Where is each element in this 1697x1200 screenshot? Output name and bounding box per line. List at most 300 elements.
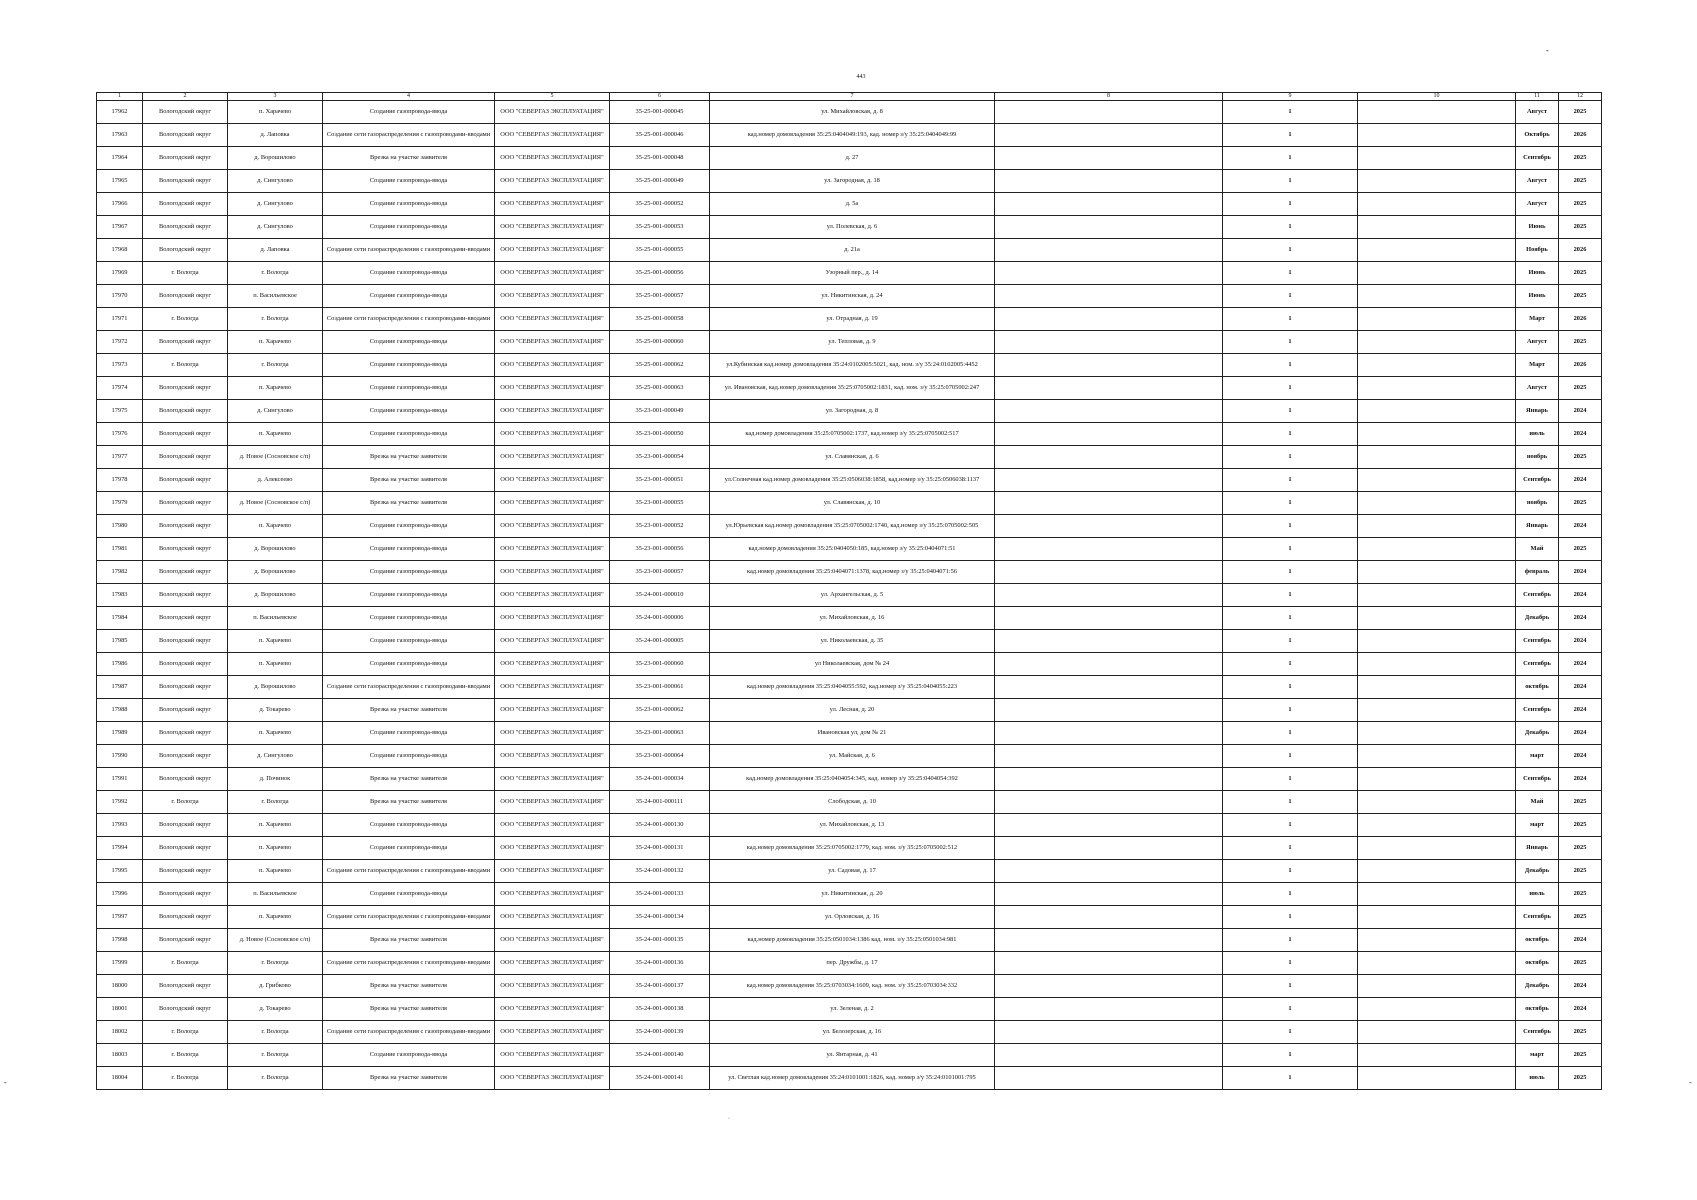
empty-col-8-cell — [995, 124, 1223, 147]
empty-col-10-cell — [1358, 308, 1516, 331]
empty-col-10-cell — [1358, 216, 1516, 239]
empty-col-8-cell — [995, 423, 1223, 446]
quantity-cell: 1 — [1223, 791, 1358, 814]
organization-cell: ООО "СЕВЕРГАЗ ЭКСПЛУАТАЦИЯ" — [495, 653, 610, 676]
organization-cell: ООО "СЕВЕРГАЗ ЭКСПЛУАТАЦИЯ" — [495, 285, 610, 308]
request-number-cell: 35-25-001-000056 — [610, 262, 710, 285]
empty-col-10-cell — [1358, 860, 1516, 883]
request-number-cell: 35-23-001-000049 — [610, 400, 710, 423]
quantity-cell: 1 — [1223, 745, 1358, 768]
quantity-cell: 1 — [1223, 722, 1358, 745]
organization-cell: ООО "СЕВЕРГАЗ ЭКСПЛУАТАЦИЯ" — [495, 860, 610, 883]
work-type-cell: Создание газопровода-ввода — [323, 538, 495, 561]
work-type-cell: Создание сети газораспределения с газопроводами-вводами — [323, 124, 495, 147]
empty-col-8-cell — [995, 239, 1223, 262]
work-type-cell: Создание газопровода-ввода — [323, 607, 495, 630]
row-number-cell: 17995 — [97, 860, 143, 883]
settlement-cell: д. Ворошилово — [228, 538, 323, 561]
empty-col-10-cell — [1358, 584, 1516, 607]
work-type-cell: Создание газопровода-ввода — [323, 423, 495, 446]
quantity-cell: 1 — [1223, 124, 1358, 147]
empty-col-10-cell — [1358, 998, 1516, 1021]
year-cell: 2025 — [1559, 837, 1602, 860]
organization-cell: ООО "СЕВЕРГАЗ ЭКСПЛУАТАЦИЯ" — [495, 1044, 610, 1067]
settlement-cell: г. Вологда — [228, 1044, 323, 1067]
empty-col-10-cell — [1358, 515, 1516, 538]
organization-cell: ООО "СЕВЕРГАЗ ЭКСПЛУАТАЦИЯ" — [495, 768, 610, 791]
year-cell: 2024 — [1559, 561, 1602, 584]
district-cell: Вологодский округ — [143, 377, 228, 400]
quantity-cell: 1 — [1223, 653, 1358, 676]
district-cell: Вологодский округ — [143, 492, 228, 515]
quantity-cell: 1 — [1223, 837, 1358, 860]
address-cell: кад.номер домовладения 35:25:0404054:345, кад. номер з/у 35:25:0404054:392 — [710, 768, 995, 791]
year-cell: 2024 — [1559, 745, 1602, 768]
month-cell: июль — [1516, 423, 1559, 446]
table-row — [97, 745, 1602, 768]
organization-cell: ООО "СЕВЕРГАЗ ЭКСПЛУАТАЦИЯ" — [495, 952, 610, 975]
district-cell: Вологодский округ — [143, 607, 228, 630]
work-type-cell: Врезка на участке заявителя — [323, 975, 495, 998]
table-row — [97, 699, 1602, 722]
settlement-cell: д. Новое (Сосновское с/п) — [228, 492, 323, 515]
empty-col-8-cell — [995, 814, 1223, 837]
district-cell: г. Вологда — [143, 308, 228, 331]
district-cell: Вологодский округ — [143, 285, 228, 308]
request-number-cell: 35-23-001-000056 — [610, 538, 710, 561]
settlement-cell: г. Вологда — [228, 952, 323, 975]
request-number-cell: 35-25-001-000062 — [610, 354, 710, 377]
empty-col-10-cell — [1358, 423, 1516, 446]
year-cell: 2024 — [1559, 998, 1602, 1021]
district-cell: Вологодский округ — [143, 400, 228, 423]
settlement-cell: д. Новое (Сосновское с/п) — [228, 446, 323, 469]
row-number-cell: 17996 — [97, 883, 143, 906]
settlement-cell: п. Харачево — [228, 653, 323, 676]
month-cell: Август — [1516, 377, 1559, 400]
settlement-cell: п. Харачево — [228, 331, 323, 354]
table-row — [97, 814, 1602, 837]
month-cell: Март — [1516, 308, 1559, 331]
organization-cell: ООО "СЕВЕРГАЗ ЭКСПЛУАТАЦИЯ" — [495, 975, 610, 998]
district-cell: Вологодский округ — [143, 929, 228, 952]
request-number-cell: 35-24-001-000130 — [610, 814, 710, 837]
settlement-cell: д. Грибково — [228, 975, 323, 998]
table-row — [97, 308, 1602, 331]
page-number: 443 — [856, 74, 866, 80]
address-cell: кад.номер домовладения 35:25:0705002:1737, кад.номер з/у 35:25:0705002:517 — [710, 423, 995, 446]
empty-col-8-cell — [995, 975, 1223, 998]
quantity-cell: 1 — [1223, 975, 1358, 998]
year-cell: 2025 — [1559, 170, 1602, 193]
work-type-cell: Врезка на участке заявителя — [323, 469, 495, 492]
work-type-cell: Врезка на участке заявителя — [323, 791, 495, 814]
settlement-cell: д. Алексеево — [228, 469, 323, 492]
year-cell: 2024 — [1559, 607, 1602, 630]
quantity-cell: 1 — [1223, 147, 1358, 170]
work-type-cell: Создание газопровода-ввода — [323, 584, 495, 607]
table-row — [97, 124, 1602, 147]
year-cell: 2025 — [1559, 1067, 1602, 1090]
month-cell: Июнь — [1516, 216, 1559, 239]
work-type-cell: Создание сети газораспределения с газопроводами-вводами — [323, 906, 495, 929]
district-cell: г. Вологда — [143, 354, 228, 377]
corner-mark: - — [1546, 46, 1549, 55]
table-row — [97, 400, 1602, 423]
quantity-cell: 1 — [1223, 676, 1358, 699]
table-row — [97, 768, 1602, 791]
empty-col-8-cell — [995, 768, 1223, 791]
request-number-cell: 35-24-001-000140 — [610, 1044, 710, 1067]
empty-col-10-cell — [1358, 400, 1516, 423]
row-number-cell: 17999 — [97, 952, 143, 975]
request-number-cell: 35-25-001-000058 — [610, 308, 710, 331]
bottom-mark: · — [728, 1116, 730, 1122]
month-cell: Сентябрь — [1516, 469, 1559, 492]
row-number-cell: 17968 — [97, 239, 143, 262]
column-header: 6 — [610, 93, 710, 101]
work-type-cell: Создание газопровода-ввода — [323, 193, 495, 216]
district-cell: г. Вологда — [143, 1021, 228, 1044]
year-cell: 2026 — [1559, 239, 1602, 262]
month-cell: Октябрь — [1516, 124, 1559, 147]
quantity-cell: 1 — [1223, 193, 1358, 216]
table-row — [97, 216, 1602, 239]
empty-col-8-cell — [995, 492, 1223, 515]
row-number-cell: 17967 — [97, 216, 143, 239]
empty-col-8-cell — [995, 860, 1223, 883]
empty-col-8-cell — [995, 1067, 1223, 1090]
request-number-cell: 35-24-001-000133 — [610, 883, 710, 906]
work-type-cell: Создание газопровода-ввода — [323, 170, 495, 193]
address-cell: кад.номер домовладения 35:25:0404055:592, кад.номер з/у 35:25:0404055:223 — [710, 676, 995, 699]
organization-cell: ООО "СЕВЕРГАЗ ЭКСПЛУАТАЦИЯ" — [495, 676, 610, 699]
row-number-cell: 17972 — [97, 331, 143, 354]
year-cell: 2024 — [1559, 423, 1602, 446]
request-number-cell: 35-23-001-000061 — [610, 676, 710, 699]
month-cell: Ноябрь — [1516, 239, 1559, 262]
address-cell: ул. Отрадная, д. 19 — [710, 308, 995, 331]
table-row — [97, 722, 1602, 745]
year-cell: 2025 — [1559, 492, 1602, 515]
month-cell: Сентябрь — [1516, 699, 1559, 722]
month-cell: Декабрь — [1516, 860, 1559, 883]
work-type-cell: Создание газопровода-ввода — [323, 883, 495, 906]
table-row — [97, 1044, 1602, 1067]
organization-cell: ООО "СЕВЕРГАЗ ЭКСПЛУАТАЦИЯ" — [495, 101, 610, 124]
empty-col-10-cell — [1358, 262, 1516, 285]
empty-col-10-cell — [1358, 745, 1516, 768]
address-cell: кад.номер домовладения 35:25:0404049:193, кад. номер з/у 35:25:0404049:99 — [710, 124, 995, 147]
work-type-cell: Создание сети газораспределения с газопроводами-вводами — [323, 308, 495, 331]
district-cell: г. Вологда — [143, 1044, 228, 1067]
quantity-cell: 1 — [1223, 262, 1358, 285]
work-type-cell: Создание сети газораспределения с газопроводами-вводами — [323, 860, 495, 883]
row-number-cell: 17975 — [97, 400, 143, 423]
organization-cell: ООО "СЕВЕРГАЗ ЭКСПЛУАТАЦИЯ" — [495, 722, 610, 745]
empty-col-8-cell — [995, 354, 1223, 377]
row-number-cell: 17985 — [97, 630, 143, 653]
row-number-cell: 17969 — [97, 262, 143, 285]
address-cell: кад.номер домовладения 35:25:0404071:1378, кад.номер з/у 35:25:0404071:56 — [710, 561, 995, 584]
organization-cell: ООО "СЕВЕРГАЗ ЭКСПЛУАТАЦИЯ" — [495, 538, 610, 561]
empty-col-10-cell — [1358, 101, 1516, 124]
month-cell: октябрь — [1516, 929, 1559, 952]
address-cell: д. 27 — [710, 147, 995, 170]
year-cell: 2025 — [1559, 791, 1602, 814]
address-cell: ул. Никитинская, д. 24 — [710, 285, 995, 308]
empty-col-8-cell — [995, 515, 1223, 538]
year-cell: 2025 — [1559, 1021, 1602, 1044]
table-row — [97, 906, 1602, 929]
table-row — [97, 515, 1602, 538]
request-number-cell: 35-24-001-000137 — [610, 975, 710, 998]
work-type-cell: Создание газопровода-ввода — [323, 653, 495, 676]
organization-cell: ООО "СЕВЕРГАЗ ЭКСПЛУАТАЦИЯ" — [495, 515, 610, 538]
organization-cell: ООО "СЕВЕРГАЗ ЭКСПЛУАТАЦИЯ" — [495, 906, 610, 929]
work-type-cell: Создание газопровода-ввода — [323, 331, 495, 354]
address-cell: ул Николаевская, дом № 24 — [710, 653, 995, 676]
request-number-cell: 35-24-001-000136 — [610, 952, 710, 975]
address-cell: кад.номер домовладения 35:25:0404050:185, кад.номер з/у 35:25:0404071:51 — [710, 538, 995, 561]
empty-col-8-cell — [995, 676, 1223, 699]
table-row — [97, 837, 1602, 860]
empty-col-10-cell — [1358, 469, 1516, 492]
year-cell: 2025 — [1559, 906, 1602, 929]
year-cell: 2025 — [1559, 1044, 1602, 1067]
settlement-cell: д. Токарево — [228, 998, 323, 1021]
data-table — [96, 92, 1602, 1090]
month-cell: июль — [1516, 883, 1559, 906]
settlement-cell: п. Харачево — [228, 906, 323, 929]
settlement-cell: д. Лаповка — [228, 239, 323, 262]
district-cell: Вологодский округ — [143, 216, 228, 239]
work-type-cell: Врезка на участке заявителя — [323, 147, 495, 170]
row-number-cell: 17987 — [97, 676, 143, 699]
organization-cell: ООО "СЕВЕРГАЗ ЭКСПЛУАТАЦИЯ" — [495, 170, 610, 193]
work-type-cell: Создание газопровода-ввода — [323, 377, 495, 400]
month-cell: ноябрь — [1516, 492, 1559, 515]
table-row — [97, 285, 1602, 308]
row-number-cell: 17979 — [97, 492, 143, 515]
district-cell: Вологодский округ — [143, 975, 228, 998]
year-cell: 2025 — [1559, 860, 1602, 883]
month-cell: Декабрь — [1516, 607, 1559, 630]
organization-cell: ООО "СЕВЕРГАЗ ЭКСПЛУАТАЦИЯ" — [495, 354, 610, 377]
year-cell: 2025 — [1559, 101, 1602, 124]
row-number-cell: 17986 — [97, 653, 143, 676]
settlement-cell: д. Токарево — [228, 699, 323, 722]
settlement-cell: д. Сингулово — [228, 170, 323, 193]
quantity-cell: 1 — [1223, 469, 1358, 492]
empty-col-10-cell — [1358, 377, 1516, 400]
organization-cell: ООО "СЕВЕРГАЗ ЭКСПЛУАТАЦИЯ" — [495, 193, 610, 216]
year-cell: 2026 — [1559, 308, 1602, 331]
left-edge-mark: - — [4, 1078, 7, 1087]
table-row — [97, 791, 1602, 814]
table-row — [97, 170, 1602, 193]
district-cell: Вологодский округ — [143, 768, 228, 791]
table-row — [97, 262, 1602, 285]
empty-col-10-cell — [1358, 492, 1516, 515]
work-type-cell: Создание газопровода-ввода — [323, 285, 495, 308]
row-number-cell: 17962 — [97, 101, 143, 124]
work-type-cell: Создание газопровода-ввода — [323, 722, 495, 745]
year-cell: 2025 — [1559, 446, 1602, 469]
district-cell: г. Вологда — [143, 1067, 228, 1090]
month-cell: Май — [1516, 791, 1559, 814]
month-cell: Март — [1516, 354, 1559, 377]
request-number-cell: 35-24-001-000139 — [610, 1021, 710, 1044]
table-row — [97, 883, 1602, 906]
request-number-cell: 35-24-001-000138 — [610, 998, 710, 1021]
month-cell: ноябрь — [1516, 446, 1559, 469]
empty-col-8-cell — [995, 285, 1223, 308]
month-cell: октябрь — [1516, 676, 1559, 699]
organization-cell: ООО "СЕВЕРГАЗ ЭКСПЛУАТАЦИЯ" — [495, 929, 610, 952]
month-cell: март — [1516, 1044, 1559, 1067]
row-number-cell: 17963 — [97, 124, 143, 147]
empty-col-8-cell — [995, 653, 1223, 676]
row-number-cell: 17984 — [97, 607, 143, 630]
empty-col-10-cell — [1358, 331, 1516, 354]
table-row — [97, 653, 1602, 676]
quantity-cell: 1 — [1223, 538, 1358, 561]
row-number-cell: 17966 — [97, 193, 143, 216]
organization-cell: ООО "СЕВЕРГАЗ ЭКСПЛУАТАЦИЯ" — [495, 446, 610, 469]
settlement-cell: п. Харачево — [228, 630, 323, 653]
organization-cell: ООО "СЕВЕРГАЗ ЭКСПЛУАТАЦИЯ" — [495, 584, 610, 607]
empty-col-10-cell — [1358, 1044, 1516, 1067]
settlement-cell: д. Ворошилово — [228, 584, 323, 607]
quantity-cell: 1 — [1223, 216, 1358, 239]
month-cell: Сентябрь — [1516, 1021, 1559, 1044]
empty-col-8-cell — [995, 929, 1223, 952]
empty-col-10-cell — [1358, 952, 1516, 975]
table-row — [97, 998, 1602, 1021]
work-type-cell: Врезка на участке заявителя — [323, 1067, 495, 1090]
quantity-cell: 1 — [1223, 814, 1358, 837]
address-cell: кад.номер домовладения 35:25:0705002:1779, кад. ном. з/у 35:25:0705002:512 — [710, 837, 995, 860]
year-cell: 2024 — [1559, 630, 1602, 653]
address-cell: ул. Славянская, д. 6 — [710, 446, 995, 469]
work-type-cell: Врезка на участке заявителя — [323, 446, 495, 469]
settlement-cell: д. Сингулово — [228, 216, 323, 239]
district-cell: Вологодский округ — [143, 998, 228, 1021]
month-cell: октябрь — [1516, 952, 1559, 975]
empty-col-10-cell — [1358, 814, 1516, 837]
request-number-cell: 35-24-001-000131 — [610, 837, 710, 860]
request-number-cell: 35-23-001-000052 — [610, 515, 710, 538]
month-cell: Июнь — [1516, 262, 1559, 285]
settlement-cell: п. Васильевское — [228, 285, 323, 308]
month-cell: Сентябрь — [1516, 630, 1559, 653]
district-cell: Вологодский округ — [143, 147, 228, 170]
month-cell: Январь — [1516, 837, 1559, 860]
settlement-cell: д. Ворошилово — [228, 147, 323, 170]
row-number-cell: 18002 — [97, 1021, 143, 1044]
table-row — [97, 377, 1602, 400]
year-cell: 2026 — [1559, 124, 1602, 147]
request-number-cell: 35-25-001-000053 — [610, 216, 710, 239]
year-cell: 2024 — [1559, 676, 1602, 699]
address-cell: ул. Михайловская, д. 16 — [710, 607, 995, 630]
district-cell: Вологодский округ — [143, 906, 228, 929]
organization-cell: ООО "СЕВЕРГАЗ ЭКСПЛУАТАЦИЯ" — [495, 331, 610, 354]
column-header: 5 — [495, 93, 610, 101]
table-row — [97, 630, 1602, 653]
year-cell: 2024 — [1559, 699, 1602, 722]
work-type-cell: Создание сети газораспределения с газопроводами-вводами — [323, 952, 495, 975]
organization-cell: ООО "СЕВЕРГАЗ ЭКСПЛУАТАЦИЯ" — [495, 630, 610, 653]
table-row — [97, 584, 1602, 607]
address-cell: ул. Архангельская, д. 5 — [710, 584, 995, 607]
row-number-cell: 17977 — [97, 446, 143, 469]
empty-col-8-cell — [995, 101, 1223, 124]
year-cell: 2026 — [1559, 354, 1602, 377]
address-cell: ул.Солнечная кад.номер домовладения 35:25:0506038:1858, кад.номер з/у 35:25:0506038:1137 — [710, 469, 995, 492]
table-row — [97, 860, 1602, 883]
empty-col-10-cell — [1358, 538, 1516, 561]
row-number-cell: 17989 — [97, 722, 143, 745]
work-type-cell: Создание газопровода-ввода — [323, 837, 495, 860]
settlement-cell: п. Васильевское — [228, 607, 323, 630]
month-cell: Сентябрь — [1516, 906, 1559, 929]
quantity-cell: 1 — [1223, 952, 1358, 975]
empty-col-10-cell — [1358, 791, 1516, 814]
work-type-cell: Создание газопровода-ввода — [323, 216, 495, 239]
empty-col-8-cell — [995, 561, 1223, 584]
empty-col-8-cell — [995, 147, 1223, 170]
empty-col-10-cell — [1358, 1067, 1516, 1090]
settlement-cell: г. Вологда — [228, 791, 323, 814]
settlement-cell: п. Харачево — [228, 814, 323, 837]
month-cell: март — [1516, 745, 1559, 768]
settlement-cell: п. Харачево — [228, 423, 323, 446]
empty-col-10-cell — [1358, 837, 1516, 860]
month-cell: Сентябрь — [1516, 584, 1559, 607]
row-number-cell: 17970 — [97, 285, 143, 308]
empty-col-8-cell — [995, 170, 1223, 193]
work-type-cell: Создание газопровода-ввода — [323, 814, 495, 837]
empty-col-8-cell — [995, 630, 1223, 653]
row-number-cell: 18003 — [97, 1044, 143, 1067]
row-number-cell: 17981 — [97, 538, 143, 561]
row-number-cell: 17998 — [97, 929, 143, 952]
district-cell: Вологодский округ — [143, 745, 228, 768]
quantity-cell: 1 — [1223, 446, 1358, 469]
organization-cell: ООО "СЕВЕРГАЗ ЭКСПЛУАТАЦИЯ" — [495, 400, 610, 423]
request-number-cell: 35-25-001-000057 — [610, 285, 710, 308]
empty-col-10-cell — [1358, 906, 1516, 929]
empty-col-10-cell — [1358, 630, 1516, 653]
year-cell: 2024 — [1559, 722, 1602, 745]
row-number-cell: 17973 — [97, 354, 143, 377]
quantity-cell: 1 — [1223, 1021, 1358, 1044]
work-type-cell: Врезка на участке заявителя — [323, 492, 495, 515]
table-body — [97, 101, 1602, 1090]
table-row — [97, 975, 1602, 998]
row-number-cell: 18004 — [97, 1067, 143, 1090]
address-cell: ул. Зеленая, д. 2 — [710, 998, 995, 1021]
quantity-cell: 1 — [1223, 630, 1358, 653]
quantity-cell: 1 — [1223, 906, 1358, 929]
settlement-cell: п. Васильевское — [228, 883, 323, 906]
organization-cell: ООО "СЕВЕРГАЗ ЭКСПЛУАТАЦИЯ" — [495, 423, 610, 446]
row-number-cell: 17993 — [97, 814, 143, 837]
table-row — [97, 952, 1602, 975]
month-cell: февраль — [1516, 561, 1559, 584]
